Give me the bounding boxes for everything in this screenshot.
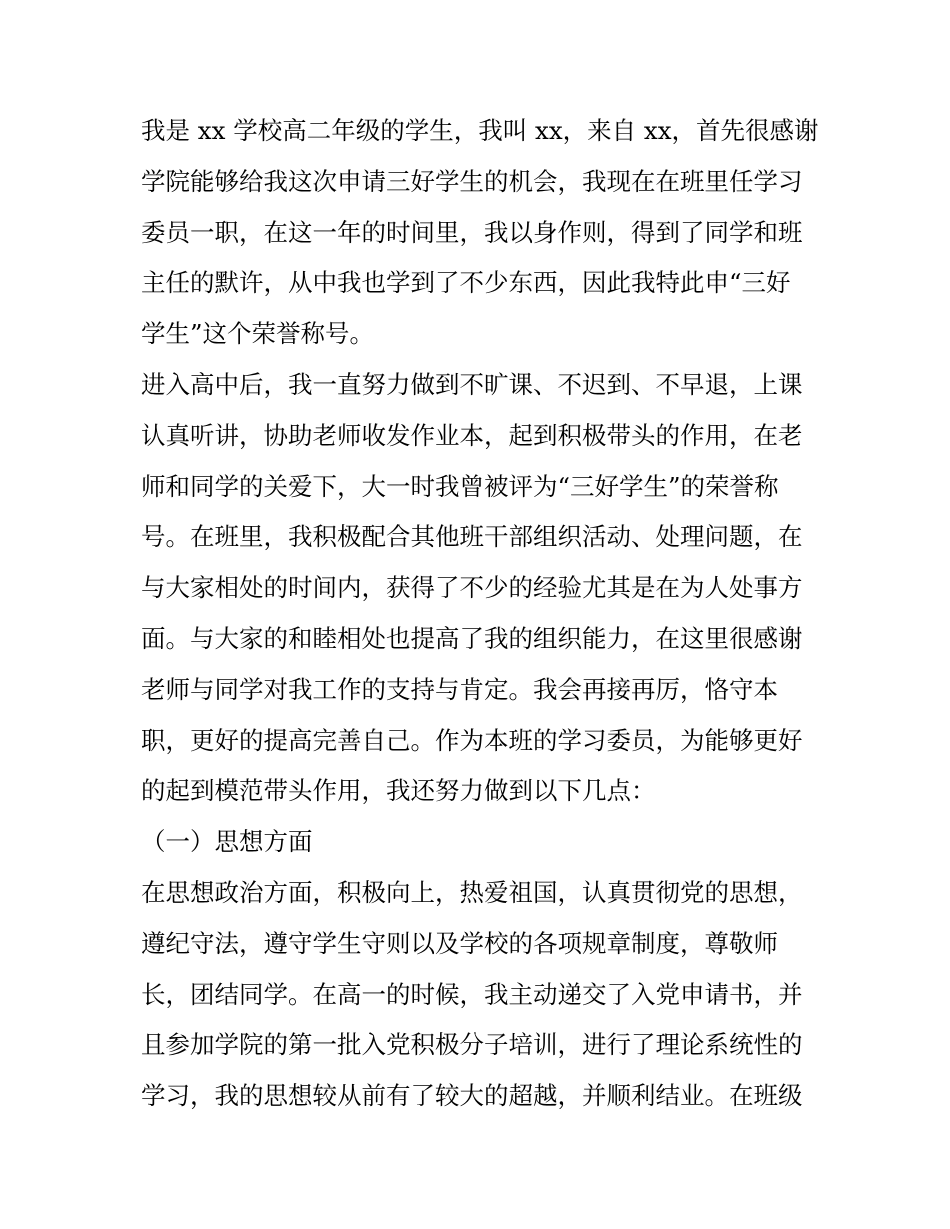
text-line: 主任的默许，从中我也学到了不少东西，因此我特此申“三好 [141,268,791,298]
text-line: 学习，我的思想较从前有了较大的超越，并顺利结业。在班级 [141,1081,803,1111]
document-body [141,106,821,1122]
text-line: 号。在班里，我积极配合其他班干部组织活动、处理问题，在 [141,522,803,552]
text-line: 面。与大家的和睦相处也提高了我的组织能力，在这里很感谢 [141,623,803,653]
section-heading: （一）思想方面 [141,827,313,857]
text-line: 的起到模范带头作用，我还努力做到以下几点： [141,776,656,806]
text-line: 我是 xx 学校高二年级的学生，我叫 xx，来自 xx，首先很感谢 [141,116,819,145]
text-line: 师和同学的关爱下，大一时我曾被评为“三好学生”的荣誉称 [141,471,779,501]
text-line: 认真听讲，协助老师收发作业本，起到积极带头的作用，在老 [141,420,803,450]
text-line: 在思想政治方面，积极向上，热爱祖国，认真贯彻党的思想， [141,877,803,907]
text-line: 职，更好的提高完善自己。作为本班的学习委员，为能够更好 [141,725,803,755]
text-line: 老师与同学对我工作的支持与肯定。我会再接再厉，恪守本 [141,674,778,704]
text-line: 委员一职，在这一年的时间里，我以身作则，得到了同学和班 [141,217,803,247]
text-line: 与大家相处的时间内，获得了不少的经验尤其是在为人处事方 [141,573,803,603]
text-line: 学院能够给我这次申请三好学生的机会，我现在在班里任学习 [141,166,803,196]
text-line: 遵纪守法，遵守学生守则以及学校的各项规章制度，尊敬师 [141,928,778,958]
text-line: 长，团结同学。在高一的时候，我主动递交了入党申请书，并 [141,979,803,1009]
text-line: 且参加学院的第一批入党积极分子培训，进行了理论系统性的 [141,1030,803,1060]
text-line: 进入高中后，我一直努力做到不旷课、不迟到、不早退，上课 [141,369,803,399]
text-line: 学生”这个荣誉称号。 [141,319,375,349]
